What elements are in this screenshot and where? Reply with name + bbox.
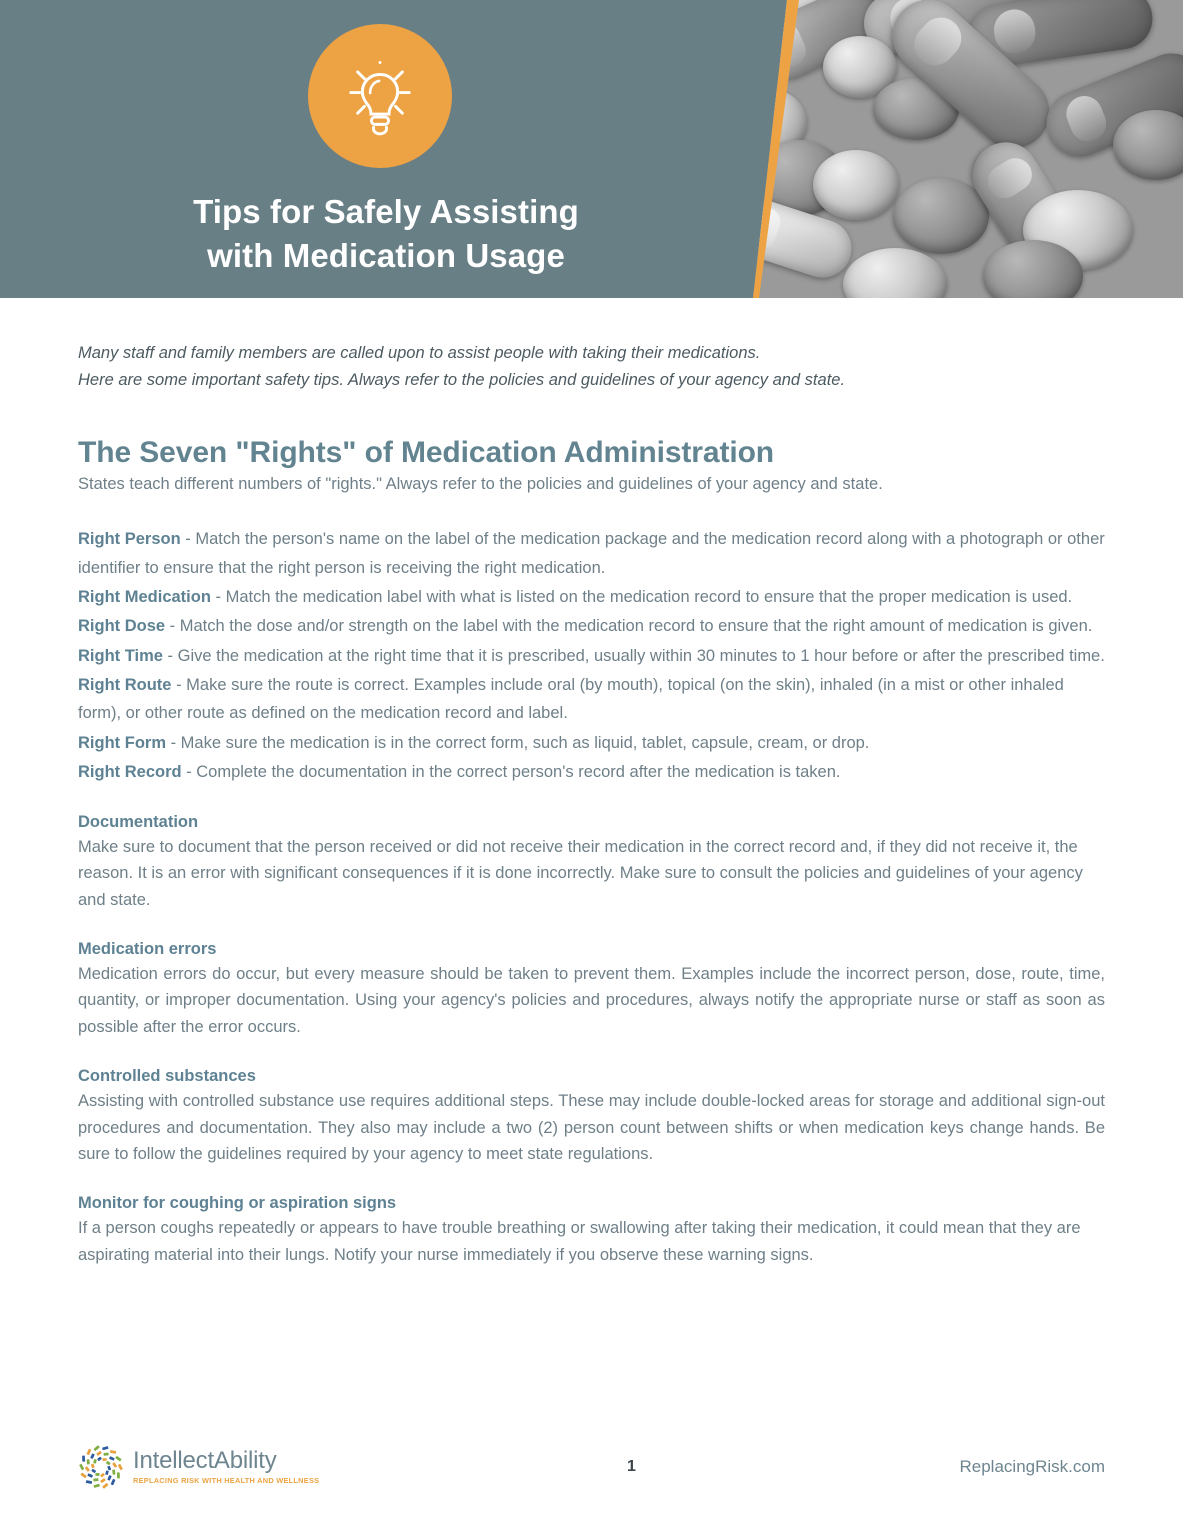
right-item-text: - Make sure the medication is in the correct form, such as liquid, tablet, capsule, cream, or drop.	[166, 733, 870, 752]
info-block-heading: Documentation	[78, 812, 199, 831]
page-title-line2: with Medication Usage	[207, 236, 565, 274]
page-title-line1: Tips for Safely Assisting	[193, 193, 579, 230]
intro-paragraph	[78, 340, 1105, 394]
right-item-text: - Match the dose and/or strength on the label with the medication record to ensure that the right amount of medication is given.	[165, 617, 1093, 636]
right-item	[78, 612, 1105, 640]
right-item-label: Right Dose	[78, 617, 166, 636]
page-footer	[0, 1432, 1183, 1502]
logo-text-wrap	[133, 1449, 319, 1485]
info-block-heading: Medication errors	[78, 939, 217, 958]
right-item	[78, 671, 1105, 728]
info-block	[78, 1067, 1105, 1168]
lightbulb-badge	[308, 24, 452, 168]
info-block-body: Assisting with controlled substance use requires additional steps. These may include double-locked areas for storage and additional sign-out procedures and documentation. They also may include a two (2) person count between shifts or when medication keys change hands. Be sure to follow the guidelines required by your agency to meet state regulations.	[78, 1091, 1105, 1164]
info-blocks	[78, 813, 1105, 1269]
info-block	[78, 940, 1105, 1041]
header-pills-photo	[713, 0, 1183, 298]
right-item-text: - Make sure the route is correct. Examples include oral (by mouth), topical (on the skin), inhaled (in a mist or other inhaled form), or other route as defined on the medication record and label.	[78, 676, 1064, 723]
right-item	[78, 642, 1105, 670]
website-url[interactable]: ReplacingRisk.com	[959, 1457, 1105, 1476]
right-item	[78, 525, 1105, 582]
info-block-body: Make sure to document that the person received or did not receive their medication in the correct record and, if they did not receive it, the reason. It is an error with significant consequences if it is done incorrectly. Make sure to consult the policies and guidelines of your agency and state.	[78, 837, 1083, 909]
brand-logo[interactable]	[78, 1444, 498, 1490]
right-item-label: Right Record	[78, 763, 182, 782]
right-item	[78, 729, 1105, 757]
logo-tagline: REPLACING RISK WITH HEALTH AND WELLNESS	[133, 1476, 320, 1485]
page-title	[0, 190, 760, 277]
intro-line-1: Many staff and family members are called upon to assist people with taking their medications.	[78, 344, 761, 362]
right-item	[78, 583, 1105, 611]
section-subheading: States teach different numbers of "rights." Always refer to the policies and guidelines of your agency and state.	[78, 475, 883, 494]
right-item-text: - Complete the documentation in the correct person's record after the medication is taken.	[181, 763, 841, 782]
right-item	[78, 758, 1105, 786]
right-item-label: Right Person	[78, 530, 181, 549]
right-item-text: - Match the medication label with what is listed on the medication record to ensure that the proper medication is used.	[210, 587, 1073, 606]
right-item-label: Right Time	[78, 646, 163, 665]
info-block-body: If a person coughs repeatedly or appears to have trouble breathing or swallowing after taking their medication, it could mean that they are aspirating material into their lungs. Notify your nurse immediately if you observe these warning signs.	[78, 1219, 1081, 1264]
intellectability-swirl-icon	[78, 1444, 124, 1490]
page-number: 1	[627, 1458, 636, 1475]
info-block	[78, 813, 1105, 914]
info-block	[78, 1194, 1105, 1268]
info-block-heading: Monitor for coughing or aspiration signs	[78, 1194, 397, 1213]
info-block-body: Medication errors do occur, but every measure should be taken to prevent them. Examples include the incorrect person, dose, route, time, quantity, or improper documentation. Using your agency's policies and procedures, always notify the appropriate nurse or staff as soon as possible after the error occurs.	[78, 964, 1105, 1037]
logo-wordmark: IntellectAbility	[133, 1447, 277, 1474]
rights-list	[78, 525, 1105, 786]
right-item-text: - Give the medication at the right time that it is prescribed, usually within 30 minutes to 1 hour before or after the prescribed time.	[162, 646, 1105, 665]
header-content	[0, 24, 760, 277]
intro-line-2: Here are some important safety tips. Always refer to the policies and guidelines of your agency and state.	[78, 371, 846, 390]
pills-image-canvas	[713, 0, 1183, 298]
info-block-heading: Controlled substances	[78, 1066, 256, 1085]
page-body	[0, 340, 1183, 1268]
right-item-label: Right Form	[78, 733, 166, 752]
lightbulb-icon	[337, 53, 423, 139]
section-heading: The Seven "Rights" of Medication Administration	[78, 436, 775, 470]
right-item-text: - Match the person's name on the label of the medication package and the medication record along with a photograph or other identifier to ensure that the right person is receiving the right medication.	[78, 530, 1105, 577]
right-item-label: Right Route	[78, 676, 172, 695]
right-item-label: Right Medication	[78, 587, 211, 606]
page-header	[0, 0, 1183, 298]
